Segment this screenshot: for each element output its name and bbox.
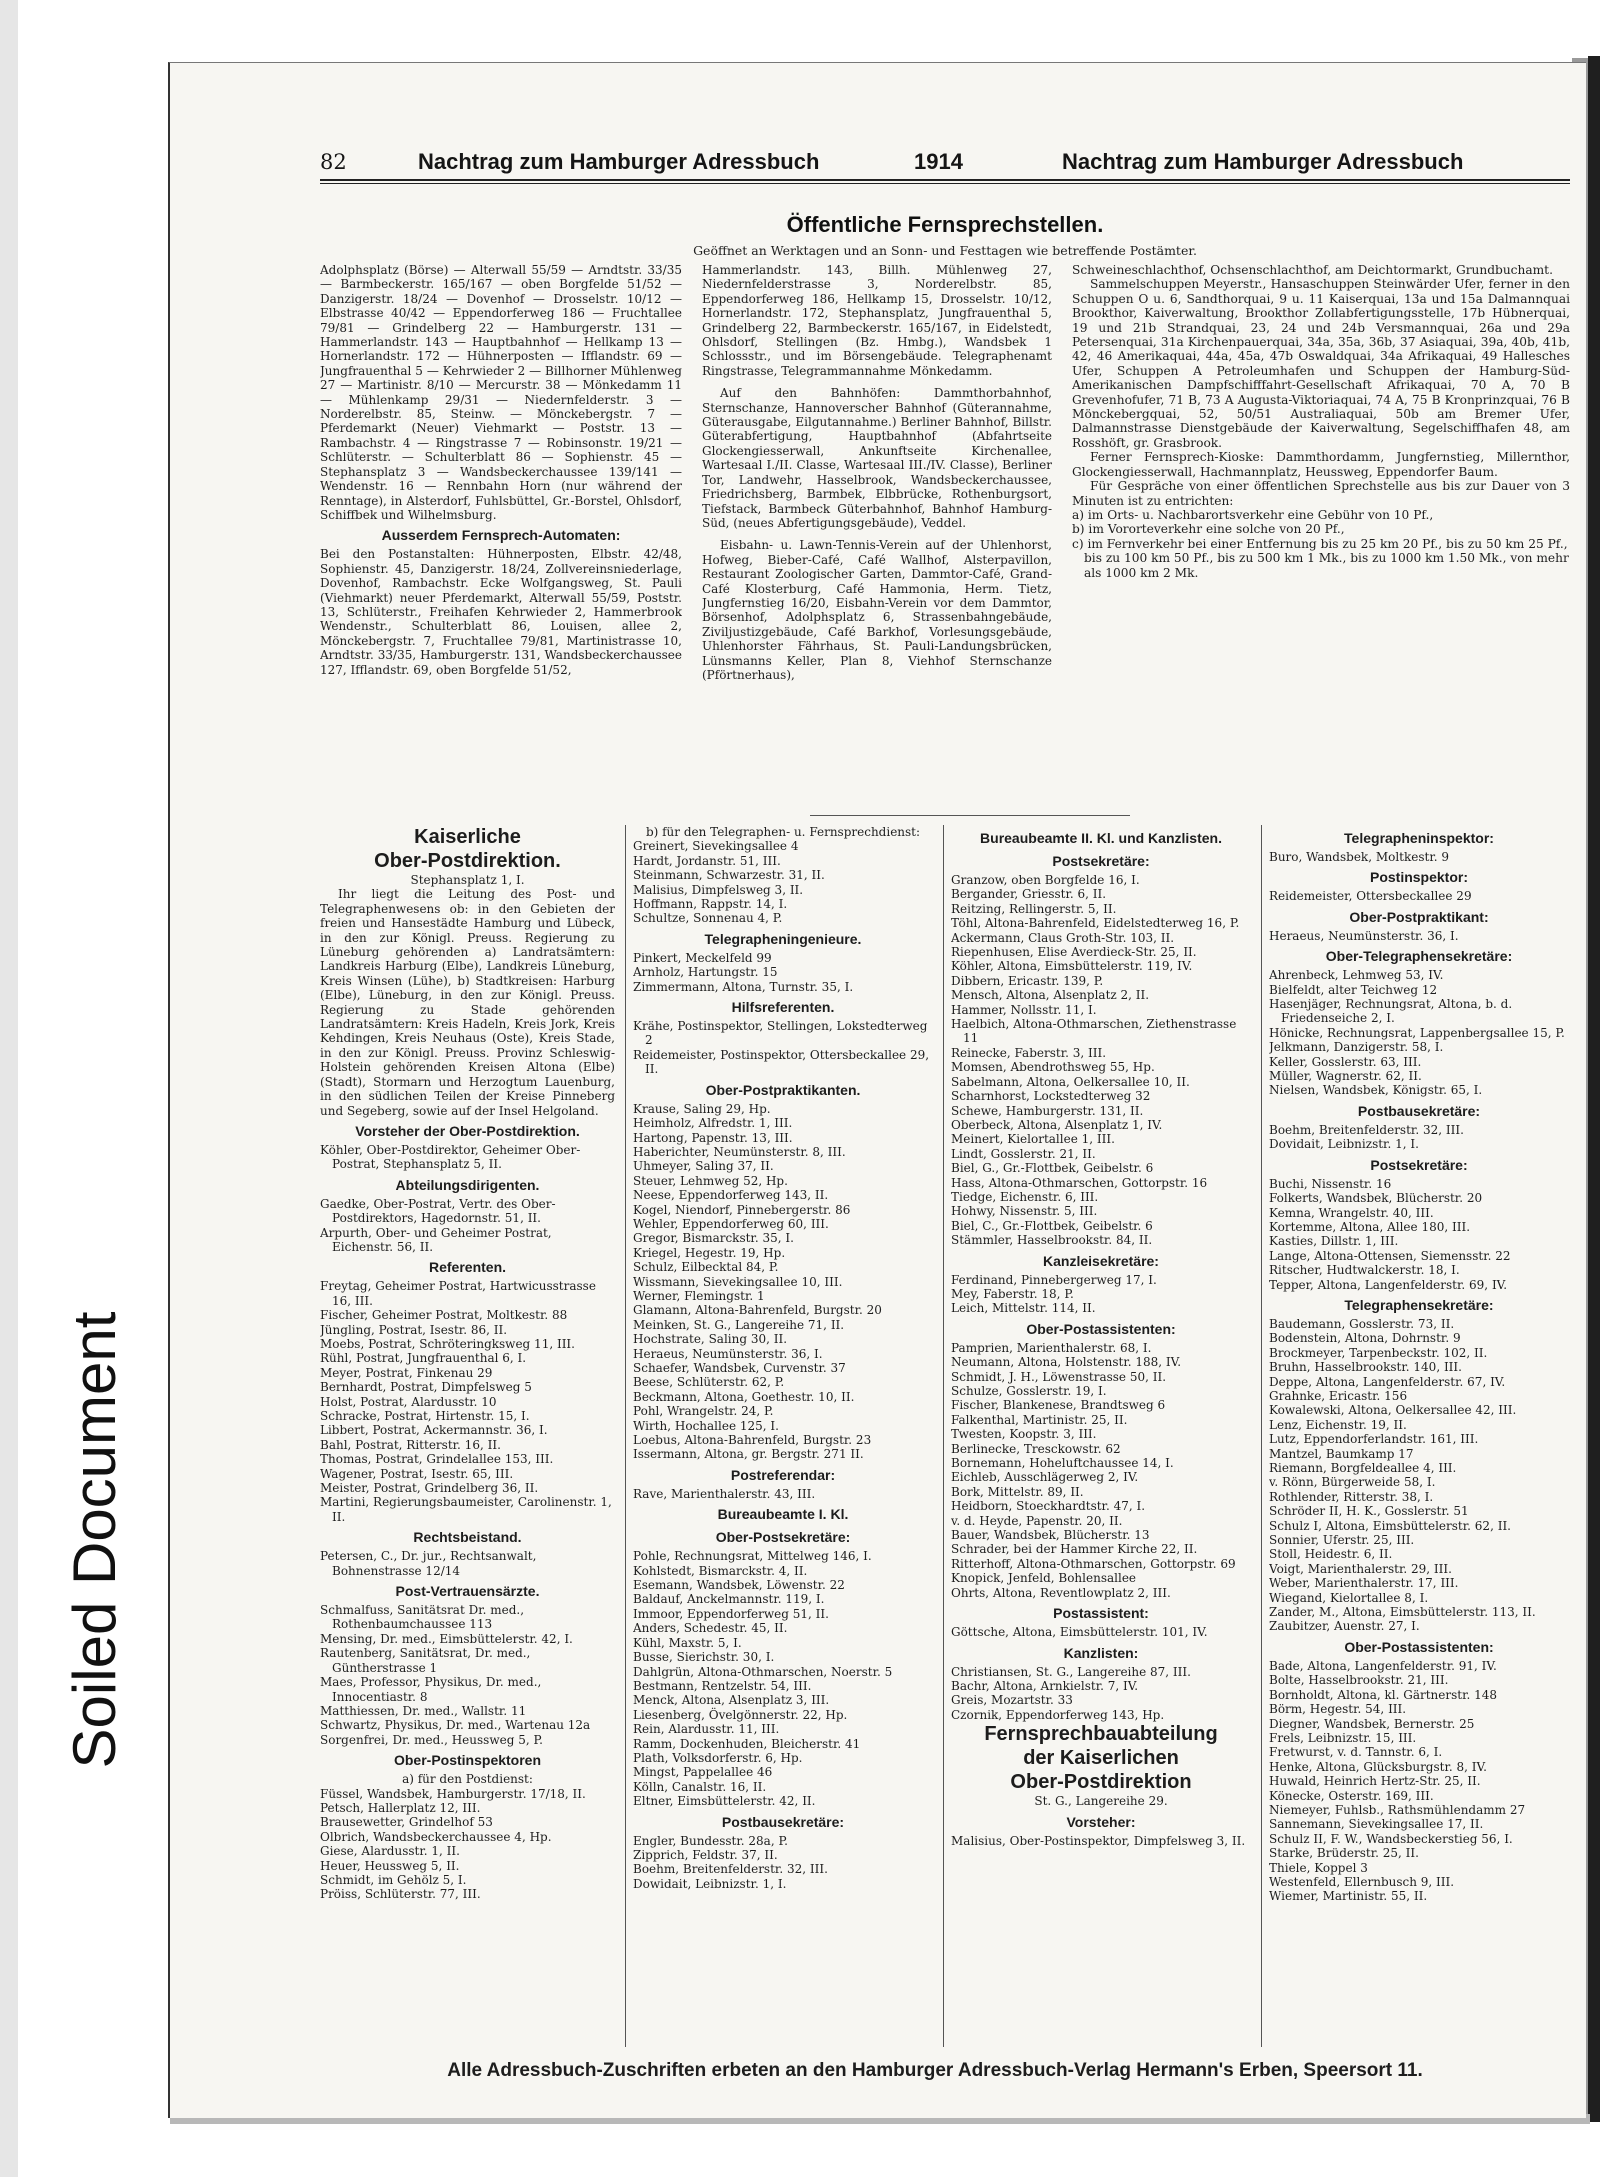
directory-entry: Tiedge, Eichenstr. 6, III. xyxy=(951,1189,1099,1204)
directory-entry: Dahlgrün, Altona-Othmarschen, Noerstr. 5 xyxy=(633,1664,893,1679)
section-title: Öffentliche Fernsprechstellen. xyxy=(786,212,1104,237)
directory-entry: Bornemann, Hoheluftchaussee 14, I. xyxy=(951,1456,1174,1471)
directory-entry: Hardt, Jordanstr. 51, III. xyxy=(633,853,781,868)
directory-entry: Steuer, Lehmweg 52, Hp. xyxy=(633,1173,788,1188)
fernsprech-list-cont: Hammerlandstr. 143, Billh. Mühlenweg 27, Niedernfelderstrasse 3, Norderelbstr. 85, Eppendorferweg 186, Hellkamp 15, Drosselstr. 10/12, Hornerlandstr. 172, Stephansplatz, Jungfrauenthal 5, Grindelberg 22, Barmbeckerstr. 165/167, in Eidelstedt, Ohlsdorf, Stellingen (Bz. Hmbg.), Wandsbek 1 Schlossstr., und im Börsengebäude. Telegraphenamt Ringstrasse, Telegrammannahme Mönkedamm. xyxy=(702,263,1052,378)
directory-entry: Menck, Altona, Alsenplatz 3, III. xyxy=(633,1693,830,1708)
directory-entry: Bachr, Altona, Arnkielstr. 7, IV. xyxy=(951,1678,1139,1693)
directory-entry: Malisius, Ober-Postinspektor, Dimpfelsweg 3, II. xyxy=(951,1833,1246,1848)
directory-entry: Plath, Volksdorferstr. 6, Hp. xyxy=(633,1750,803,1765)
directory-entry: Hohwy, Nissenstr. 5, III. xyxy=(951,1204,1098,1219)
directory-entry: Kriegel, Hegestr. 19, Hp. xyxy=(633,1245,786,1260)
directory-entry: Schulze, Gosslerstr. 19, I. xyxy=(951,1384,1107,1398)
directory-entry: Reitzing, Rellingerstr. 5, II. xyxy=(951,901,1117,916)
directory-entry: Biel, C., Gr.-Flottbek, Geibelstr. 6 xyxy=(951,1218,1153,1233)
fee-item: b) im Vororteverkehr eine solche von 20 Pf., xyxy=(1072,522,1345,537)
directory-entry: Henke, Altona, Glücksburgstr. 8, IV. xyxy=(1269,1759,1487,1774)
directory-entry: Füssel, Wandsbek, Hamburgerstr. 17/18, II. xyxy=(320,1786,586,1801)
directory-entry: Hönicke, Rechnungsrat, Lappenbergsallee 15, P. xyxy=(1269,1025,1565,1040)
directory-entry: Mensing, Dr. med., Eimsbüttelerstr. 42, I. xyxy=(320,1631,573,1646)
schuppen-text: Sammelschuppen Meyerstr., Hansaschuppen Steinwärder Ufer, ferner in den Schuppen O u. 6, Sandthorquai, 9 u. 11 Kaiserquai, 13a und 15a Dalmannquai Brookthor, Kaiverwaltung, Brookthor Zollabfertigungsstelle, 17b Hübnerquai, 19 und 21b Strandquai, 23, 24 und 24b Versmannquai, 26a und 29a Petersenquai, 31a Kirchenpauerquai, 34a, 35a, 36b, 37 Asiaquai, 39a, 40b, 41b, 42, 46 Amerikaquai, 44a, 45a, 47b Oswaldquai, 34a Afrikaquai, 49 Hallesches Ufer, Schuppen A Petroleumhafen und Schuppen der Hamburg-Süd-Amerikanischen Dampfschifffahrt-Gesellschaft Afrikaquai, 70 A, 70 B Grevenhofufer, 71 B, 73 A Augusta-Viktoriaquai, 74 A, 75 B Kronprinzquai, 76 B Mönckebergquai, 52, 50/51 Australiaquai, 50b am Bremer Ufer, Dalmannstrasse Dienstgebäude der Kaiverwaltung, Segelschiffhafen 48, am Rosshöft, gr. Grasbrook. xyxy=(1072,277,1570,450)
directory-entry: Rühl, Postrat, Jungfrauenthal 6, I. xyxy=(320,1351,527,1366)
running-title-left: Nachtrag zum Hamburger Adressbuch xyxy=(418,149,820,174)
directory-entry: Granzow, oben Borgfelde 16, I. xyxy=(951,873,1140,887)
directory-entry: Immoor, Eppendorferweg 51, II. xyxy=(633,1606,829,1621)
soiled-document-label: Soiled Document xyxy=(61,1311,128,1769)
section-heading: Post-Vertrauensärzte. xyxy=(395,1583,540,1600)
directory-entry: Wehler, Eppendorferweg 60, III. xyxy=(633,1216,829,1231)
directory-entry: Bade, Altona, Langenfelderstr. 91, IV. xyxy=(1269,1658,1497,1673)
directory-entry: Issermann, Altona, gr. Bergstr. 271 II. xyxy=(633,1447,864,1462)
directory-entry: Beckmann, Altona, Goethestr. 10, II. xyxy=(633,1389,855,1404)
centered-line: St. G., Langereihe 29. xyxy=(1034,1794,1168,1809)
directory-entry: Mingst, Pappelallee 46 xyxy=(633,1765,773,1780)
directory-entry: Eltner, Eimsbüttelerstr. 42, II. xyxy=(633,1794,816,1809)
directory-entry: Martini, Regierungsbaumeister, Carolinenstr. 1, II. xyxy=(320,1495,612,1524)
directory-entry: Huwald, Heinrich Hertz-Str. 25, II. xyxy=(1269,1774,1481,1789)
directory-entry: Olbrich, Wandsbeckerchaussee 4, Hp. xyxy=(320,1829,552,1844)
directory-entry: Börm, Hegestr. 54, III. xyxy=(1269,1702,1407,1717)
directory-entry: Dovidait, Leibnizstr. 1, I. xyxy=(1269,1137,1419,1152)
directory-entry: Hoffmann, Rappstr. 14, I. xyxy=(633,897,788,912)
directory-entry: Petsch, Hallerplatz 12, III. xyxy=(320,1800,481,1815)
directory-entry: Petersen, C., Dr. jur., Rechtsanwalt, Bohnenstrasse 12/14 xyxy=(320,1549,537,1578)
section-heading: Referenten. xyxy=(428,1259,507,1276)
directory-entry: Ackermann, Claus Groth-Str. 103, II. xyxy=(951,930,1175,945)
page-edge-dark xyxy=(1588,56,1600,2122)
section-heading: Postassistent: xyxy=(1053,1605,1149,1622)
directory-entry: Schwartz, Physikus, Dr. med., Wartenau 12a xyxy=(320,1718,591,1733)
directory-entry: Pohle, Rechnungsrat, Mittelweg 146, I. xyxy=(633,1549,872,1564)
gebuehren-list xyxy=(1072,508,1570,580)
directory-entry: Ritscher, Hudtwalckerstr. 18, I. xyxy=(1269,1263,1460,1278)
directory-entry: Fischer, Blankenese, Brandtsweg 6 xyxy=(951,1398,1166,1413)
directory-entry: Giese, Alardusstr. 1, II. xyxy=(320,1844,460,1859)
section-heading: Postsekretäre: xyxy=(1052,853,1150,869)
directory-entry: Pröiss, Schlüterstr. 77, III. xyxy=(320,1887,481,1902)
directory-entry: Krause, Saling 29, Hp. xyxy=(633,1101,771,1116)
section-heading: Vorsteher der Ober-Postdirektion. xyxy=(355,1122,580,1139)
directory-entry: Kühl, Maxstr. 5, I. xyxy=(633,1635,742,1650)
directory-entry: Hochstrate, Saling 30, II. xyxy=(633,1332,788,1347)
directory-entry: Mantzel, Baumkamp 17 xyxy=(1269,1446,1414,1461)
directory-entry: Bruhn, Hasselbrookstr. 140, III. xyxy=(1269,1360,1462,1375)
directory-entry: Kasties, Dillstr. 1, III. xyxy=(1269,1234,1399,1249)
directory-entry: Jelkmann, Danzigerstr. 58, I. xyxy=(1269,1040,1444,1055)
directory-entry: Bodenstein, Altona, Dohrnstr. 9 xyxy=(1269,1331,1461,1346)
directory-entry: Ferdinand, Pinnebergerweg 17, I. xyxy=(951,1272,1157,1287)
running-year: 1914 xyxy=(914,149,963,174)
section-heading: Postbausekretäre: xyxy=(1357,1102,1481,1119)
directory-entry: Heuer, Heussweg 5, II. xyxy=(320,1858,460,1873)
section-heading: Abteilungsdirigenten. xyxy=(395,1176,540,1193)
directory-entry: Wirth, Hochallee 125, I. xyxy=(633,1418,779,1433)
directory-entry: Anders, Schedestr. 45, II. xyxy=(633,1621,788,1636)
running-title-right: Nachtrag zum Hamburger Adressbuch xyxy=(1062,149,1464,174)
directory-entry: Frels, Leibnizstr. 15, III. xyxy=(1269,1730,1417,1745)
directory-entry: Köhler, Ober-Postdirektor, Geheimer Ober-Postrat, Stephansplatz 5, II. xyxy=(320,1142,581,1172)
directory-entry: Bergander, Griesstr. 6, II. xyxy=(951,887,1107,902)
column-rule xyxy=(1261,825,1262,2047)
directory-entry: Krähe, Postinspektor, Stellingen, Lokstedterweg 2 xyxy=(633,1019,928,1048)
directory-entry: Schrader, bei der Hammer Kirche 22, II. xyxy=(951,1542,1198,1557)
directory-entry: Brockmeyer, Tarpenbeckstr. 102, II. xyxy=(1269,1345,1488,1360)
directory-entry: Wissmann, Sievekingsallee 10, III. xyxy=(633,1274,843,1289)
directory-entry: Pamprien, Marienthalerstr. 68, I. xyxy=(951,1340,1152,1355)
directory-entry: Holst, Postrat, Alardusstr. 10 xyxy=(320,1394,497,1409)
bottom-column-4 xyxy=(1269,825,1569,2053)
directory-entry: Lindt, Gosslerstr. 21, II. xyxy=(951,1146,1096,1161)
office-title: Ober-Postdirektion. xyxy=(374,850,561,872)
directory-entry: Haberichter, Neumünsterstr. 8, III. xyxy=(633,1144,846,1159)
section-heading: Ober-Postinspektoren xyxy=(393,1752,542,1769)
directory-entry: Jüngling, Postrat, Isestr. 86, II. xyxy=(320,1322,508,1337)
directory-entry: Boehm, Breitenfelderstr. 32, III. xyxy=(633,1862,828,1877)
directory-entry: Moebs, Postrat, Schröteringksweg 11, III. xyxy=(320,1336,575,1351)
directory-entry: Hass, Altona-Othmarschen, Gottorpstr. 16 xyxy=(951,1175,1208,1190)
centered-line: b) für den Telegraphen- u. Fernsprechdienst: xyxy=(645,825,921,839)
fernsprech-list: Adolphsplatz (Börse) — Alterwall 55/59 — Arndtstr. 33/35 — Barmbeckerstr. 165/167 — oben Borgfelde 51/52 — Danzigerstr. 18/24 — Dovenhof — Drosselstr. 10/12 — Elbstrasse 40/42 — Eppendorferweg 186 — Fruchtallee 79/81 — Grindelberg 22 — Hamburgerstr. 131 — Hammerlandstr. 143 — Hauptbahnhof — Hellkamp 13 — Hornerlandstr. 172 — Hühnerposten — Ifflandstr. 69 — Jungfrauenthal 5 — Kehrwieder 2 — Billhorner Mühlenweg 27 — Martinistr. 8/10 — Mercurstr. 38 — Mönkedamm 11 — Mühlenkamp 29/31 — Niedernfelderstr. 3 — Norderelbstr. 85, Steinw. — Mönckebergstr. 7 — Pferdemarkt (Neuer) Viehmarkt — Poststr. 13 — Rambachstr. 4 — Ringstrasse 7 — Robinsonstr. 19/21 — Schlüterstr. — Schulterblatt 86 — Sophienstr. 45 — Stephansplatz 3 — Wandsbeckerchaussee 139/141 — Wendenstr. 16 — Rennbahn Horn (nur während der Renntage), in Alsterdorf, Fuhlsbüttel, Gr.-Borstel, Ohlsdorf, Schiffbek und Wilhelmsburg. xyxy=(320,263,682,522)
directory-entry: Schmidt, im Gehölz 5, I. xyxy=(320,1872,467,1887)
directory-entry: Thiele, Koppel 3 xyxy=(1269,1860,1368,1875)
directory-entry: Müller, Wagnerstr. 62, II. xyxy=(1269,1069,1422,1084)
section-subtitle: Geöffnet an Werktagen und an Sonn- und Festtagen wie betreffende Postämter. xyxy=(693,243,1197,258)
directory-entry: Wiemer, Martinistr. 55, II. xyxy=(1269,1889,1428,1904)
directory-entry: Thomas, Postrat, Grindelallee 153, III. xyxy=(320,1452,554,1467)
gebuehren-intro: Für Gespräche von einer öffentlichen Sprechstelle aus bis zur Dauer von 3 Minuten ist zu entrichten: xyxy=(1072,479,1570,508)
directory-entry: Sonnier, Uferstr. 25, III. xyxy=(1269,1533,1415,1548)
section-heading: Postinspektor: xyxy=(1369,869,1468,886)
directory-entry: Bolte, Hasselbrookstr. 21, III. xyxy=(1269,1673,1449,1688)
directory-entry: Westenfeld, Ellernbusch 9, III. xyxy=(1269,1874,1455,1889)
directory-entry: Starke, Brüderstr. 25, II. xyxy=(1269,1846,1419,1861)
directory-entry: Biel, G., Gr.-Flottbek, Geibelstr. 6 xyxy=(951,1161,1154,1176)
directory-entry: Ahrenbeck, Lehmweg 53, IV. xyxy=(1269,968,1444,983)
section-heading: Ober-Postpraktikant: xyxy=(1349,908,1489,925)
directory-entry: Bahl, Postrat, Ritterstr. 16, II. xyxy=(320,1437,501,1452)
fee-item: c) im Fernverkehr bei einer Entfernung bis zu 25 km 20 Pf., bis zu 50 km 25 Pf., bis zu 100 km 50 Pf., bis zu 500 km 1 Mk., bis zu 1000 km 1.50 Mk., von mehr als 1000 km 2 Mk. xyxy=(1072,536,1569,580)
directory-entry: Esemann, Wandsbek, Löwenstr. 22 xyxy=(633,1578,845,1593)
directory-entry: Libbert, Postrat, Ackermannstr. 36, I. xyxy=(320,1423,548,1438)
section-heading: Ober-Postpraktikanten. xyxy=(705,1081,861,1098)
directory-entry: Glamann, Altona-Bahrenfeld, Burgstr. 20 xyxy=(633,1303,882,1318)
paragraph: Ihr liegt die Leitung des Post- und Telegraphenwesens ob: in den Gebieten der freien und Hansestädte Hamburg und Lübeck, in den zur Königl. Preuss. Regierung zu Lüneburg gehörenden a) Landratsämtern: Landkreis Harburg (Elbe), Landkreis Lüneburg, Kreis Winsen (Lühe), b) Stadtkreisen: Harburg (Elbe), Lüneburg, in den zur Königl. Preuss. Regierung zu Stade gehörenden Landratsämtern: Kreis Hadeln, Kreis Jork, Kreis Kehdingen, Kreis Neuhaus (Oste), Kreis Stade, in den zur Königl. Preuss. Provinz Schleswig-Holstein gehörenden Kreisen Altona (Elbe) (Stadt), Stormarn und Herzogtum Lauenburg, in den südlichen Teilen der Kreise Pinneberg und Segeberg, sowie auf der Insel Helgoland. xyxy=(320,887,615,1118)
directory-entry: Schewe, Hamburgerstr. 131, II. xyxy=(951,1103,1144,1118)
directory-entry: Meinken, St. G., Langereihe 71, II. xyxy=(633,1317,845,1332)
directory-entry: Haelbich, Altona-Othmarschen, Ziethenstrasse 11 xyxy=(951,1017,1237,1046)
footer-notice: Alle Adressbuch-Zuschriften erbeten an den Hamburger Adressbuch-Verlag Hermann's Erben, Speersort 11. xyxy=(447,2060,1423,2081)
office-title: Ober-Postdirektion xyxy=(1010,1771,1192,1794)
office-title: Fernsprechbauabteilung xyxy=(984,1723,1218,1746)
directory-entry: Ohrts, Altona, Reventlowplatz 2, III. xyxy=(951,1585,1171,1600)
directory-entry: Deppe, Altona, Langenfelderstr. 67, IV. xyxy=(1269,1374,1506,1389)
directory-entry: Rave, Marienthalerstr. 43, III. xyxy=(633,1486,816,1501)
directory-entry: Brausewetter, Grindelhof 53 xyxy=(320,1815,493,1830)
bottom-column-2 xyxy=(633,825,933,2053)
directory-entry: Bernhardt, Postrat, Dimpfelsweg 5 xyxy=(320,1380,532,1395)
directory-entry: Greis, Mozartstr. 33 xyxy=(951,1693,1073,1708)
section-heading: Telegraphensekretäre: xyxy=(1344,1296,1494,1313)
directory-entry: Arnholz, Hartungstr. 15 xyxy=(633,965,778,980)
directory-entry: Freytag, Geheimer Postrat, Hartwicusstrasse 16, III. xyxy=(320,1279,596,1308)
directory-entry: Heidborn, Stoeckhardtstr. 47, I. xyxy=(951,1499,1146,1514)
directory-entry: Baldauf, Anckelmannstr. 119, I. xyxy=(633,1592,825,1607)
directory-entry: Pinkert, Meckelfeld 99 xyxy=(633,950,772,965)
page-number: 82 xyxy=(320,150,347,174)
directory-entry: Falkenthal, Martinistr. 25, II. xyxy=(951,1412,1128,1427)
directory-entry: Czornik, Eppendorferweg 143, Hp. xyxy=(951,1707,1165,1722)
directory-entry: Arpurth, Ober- und Geheimer Postrat, Eichenstr. 56, II. xyxy=(320,1225,552,1254)
directory-entry: Boehm, Breitenfelderstr. 32, III. xyxy=(1269,1122,1464,1137)
directory-entry: Heraeus, Neumünsterstr. 36, I. xyxy=(1269,928,1459,943)
section-heading: Postreferendar: xyxy=(730,1466,836,1483)
directory-entry: Köhler, Altona, Eimsbüttelerstr. 119, IV. xyxy=(951,959,1193,974)
directory-entry: Busse, Sierichstr. 30, I. xyxy=(633,1650,775,1665)
bahnhoefe-text: Auf den Bahnhöfen: Dammthorbahnhof, Sternschanze, Hannoverscher Bahnhof (Güterannahme, Güterausgabe, Eilgutannahme.) Berliner Bahnhof, Billstr. Güterabfertigung, Hauptbahnhof (Abfahrtseite Glockengiesserwall, Ankunftseite Kirchenallee, Wartesaal I./II. Classe, Wartesaal III./IV. Classe), Berliner Tor, Landwehr, Hasselbrook, Wandsbeckerchaussee, Friedrichsberg, Barmbek, Elbbrücke, Rothenburgsort, Tiefstack, Barmbeck Güterbahnhof, Bahnhof Hamburg-Süd, (neues Abfertigungsgebäude), Veddel. xyxy=(702,386,1052,530)
directory-entry: Neumann, Altona, Holstenstr. 188, IV. xyxy=(951,1355,1182,1370)
section-heading: Rechtsbeistand. xyxy=(413,1529,522,1546)
directory-entry: Reidemeister, Ottersbeckallee 29 xyxy=(1269,889,1472,904)
directory-entry: Schracke, Postrat, Hirtenstr. 15, I. xyxy=(320,1409,530,1423)
directory-entry: v. Rönn, Bürgerweide 58, I. xyxy=(1269,1475,1436,1490)
directory-entry: Malisius, Dimpfelsweg 3, II. xyxy=(633,882,804,897)
directory-entry: Schulz I, Altona, Eimsbüttelerstr. 62, II. xyxy=(1269,1518,1511,1533)
directory-entry: Tepper, Altona, Langenfelderstr. 69, IV. xyxy=(1269,1277,1508,1292)
directory-entry: Schmalfuss, Sanitätsrat Dr. med., Rothenbaumchaussee 113 xyxy=(320,1603,525,1632)
directory-entry: Zipprich, Feldstr. 37, II. xyxy=(633,1847,778,1862)
directory-entry: Grahnke, Ericastr. 156 xyxy=(1269,1388,1408,1403)
directory-entry: Meister, Postrat, Grindelberg 36, II. xyxy=(320,1481,539,1496)
directory-entry: Riemann, Borgfeldeallee 4, III. xyxy=(1269,1461,1457,1475)
directory-entry: Schröder II, H. K., Gosslerstr. 51 xyxy=(1269,1504,1469,1519)
section-heading: Telegrapheningenieure. xyxy=(704,930,862,947)
section-heading: Postsekretäre: xyxy=(1370,1156,1468,1173)
directory-entry: v. d. Heyde, Papenstr. 20, II. xyxy=(951,1513,1123,1528)
directory-entry: Niemeyer, Fuhlsb., Rathsmühlendamm 27 xyxy=(1269,1802,1526,1817)
directory-entry: Maes, Professor, Physikus, Dr. med., Innocentiastr. 8 xyxy=(320,1675,542,1704)
directory-entry: Meyer, Postrat, Finkenau 29 xyxy=(320,1365,493,1380)
directory-entry: Schaefer, Wandsbek, Curvenstr. 37 xyxy=(633,1361,846,1375)
directory-entry: Keller, Gosslerstr. 63, III. xyxy=(1269,1054,1422,1069)
directory-entry: Rothlender, Ritterstr. 38, I. xyxy=(1269,1489,1434,1504)
directory-entry: Ramm, Dockenhuden, Bleicherstr. 41 xyxy=(633,1736,861,1751)
section-heading: Ober-Postsekretäre: xyxy=(715,1529,851,1546)
directory-entry: Hammer, Nollsstr. 11, I. xyxy=(951,1002,1097,1017)
directory-entry: Kemna, Wrangelstr. 40, III. xyxy=(1269,1205,1434,1220)
directory-entry: Schulz, Eilbecktal 84, P. xyxy=(633,1260,779,1275)
section-heading: Ober-Postassistenten: xyxy=(1026,1320,1176,1337)
directory-entry: Voigt, Marienthalerstr. 29, III. xyxy=(1269,1561,1452,1576)
directory-entry: Knopick, Jenfeld, Bohlensallee xyxy=(951,1571,1137,1586)
directory-entry: Twesten, Koopstr. 3, III. xyxy=(951,1427,1097,1442)
top-column-2 xyxy=(702,263,1052,793)
directory-entry: Wiegand, Kielortallee 8, I. xyxy=(1269,1590,1429,1605)
directory-entry: Töhl, Altona-Bahrenfeld, Eidelstedterweg 16, P. xyxy=(951,916,1240,931)
directory-entry: Werner, Flemingstr. 1 xyxy=(633,1288,765,1303)
directory-entry: Rautenberg, Sanitätsrat, Dr. med., Güntherstrasse 1 xyxy=(320,1646,531,1675)
directory-entry: Buro, Wandsbek, Moltkestr. 9 xyxy=(1269,850,1450,864)
section-heading: Postbausekretäre: xyxy=(721,1813,845,1830)
directory-entry: Kölln, Canalstr. 16, II. xyxy=(633,1779,767,1794)
directory-entry: Pohl, Wrangelstr. 24, P. xyxy=(633,1404,774,1419)
header-rule-thin xyxy=(320,183,1570,184)
directory-entry: Beese, Schlüterstr. 62, P. xyxy=(633,1375,785,1390)
top-column-3 xyxy=(1072,263,1570,793)
directory-entry: Christiansen, St. G., Langereihe 87, III. xyxy=(951,1664,1191,1679)
directory-entry: Könecke, Osterstr. 169, III. xyxy=(1269,1788,1434,1803)
section-heading: Vorsteher: xyxy=(1066,1813,1136,1830)
automaten-heading: Ausserdem Fernsprech-Automaten: xyxy=(381,527,621,544)
section-heading: Kanzleisekretäre: xyxy=(1043,1252,1159,1269)
directory-entry: Engler, Bundesstr. 28a, P. xyxy=(633,1833,788,1848)
directory-entry: Lutz, Eppendorferlandstr. 161, III. xyxy=(1269,1432,1479,1447)
directory-entry: Dowidait, Leibnizstr. 1, I. xyxy=(633,1876,787,1891)
centered-line: a) für den Postdienst: xyxy=(402,1772,533,1787)
directory-entry: Liesenberg, Övelgönnerstr. 22, Hp. xyxy=(633,1707,848,1722)
directory-entry: Kogel, Niendorf, Pinnebergerstr. 86 xyxy=(633,1202,851,1217)
directory-entry: Meinert, Kielortallee 1, III. xyxy=(951,1132,1115,1147)
directory-entry: Göttsche, Altona, Eimsbüttelerstr. 101, IV. xyxy=(951,1625,1208,1640)
directory-entry: Buchi, Nissenstr. 16 xyxy=(1269,1176,1392,1191)
header-rule xyxy=(320,179,1570,181)
directory-entry: Berlinecke, Tresckowstr. 62 xyxy=(951,1441,1121,1456)
office-title: Kaiserliche xyxy=(414,826,521,848)
directory-entry: Steinmann, Schwarzestr. 31, II. xyxy=(633,868,825,883)
directory-entry: Stämmler, Hasselbrookstr. 84, II. xyxy=(951,1233,1153,1248)
directory-entry: Kohlstedt, Bismarckstr. 4, II. xyxy=(633,1563,808,1578)
directory-entry: Lange, Altona-Ottensen, Siemensstr. 22 xyxy=(1269,1248,1511,1263)
section-heading: Bureaubeamte II. Kl. und Kanzlisten. xyxy=(980,830,1222,846)
directory-entry: Zimmermann, Altona, Turnstr. 35, I. xyxy=(633,979,854,994)
directory-entry: Riepenhusen, Elise Averdieck-Str. 25, II. xyxy=(951,945,1197,960)
kioske-text: Ferner Fernsprech-Kioske: Dammthordamm, Jungfernstieg, Millernthor, Glockengiesserwall, Hachmannplatz, Heussweg, Eppendorfer Baum. xyxy=(1072,450,1570,479)
restaurants-text: Eisbahn- u. Lawn-Tennis-Verein auf der Uhlenhorst, Hofweg, Bieber-Café, Café Wallhof, Alsterpavillon, Restaurant Zoologischer Garten, Dammtor-Café, Grand-Café Klosterburg, Café Hammonia, Herm. Tietz, Jungfernstieg 16/20, Eisbahn-Verein vor dem Dammtor, Börsenhof, Adolphsplatz 6, Strassenbahngebäude, Ziviljustizgebäude, Café Barkhof, Vorlesungsgebäude, Uhlenhorster Fährhaus, St. Pauli-Landungsbrücken, Lünsmanns Keller, Plan 8, Viehhof Sternschanze (Pförtnerhaus), xyxy=(702,538,1052,682)
directory-entry: Reinecke, Faberstr. 3, III. xyxy=(951,1045,1107,1060)
directory-entry: Bauer, Wandsbek, Blücherstr. 13 xyxy=(951,1528,1150,1543)
directory-entry: Gregor, Bismarckstr. 35, I. xyxy=(633,1231,794,1246)
centered-line: Stephansplatz 1, I. xyxy=(410,873,525,887)
directory-entry: Schmidt, J. H., Löwenstrasse 50, II. xyxy=(951,1369,1167,1384)
section-heading: Bureaubeamte I. Kl. xyxy=(717,1506,849,1523)
document-page xyxy=(168,62,1586,2118)
section-heading: Ober-Telegraphensekretäre: xyxy=(1325,948,1513,965)
directory-entry: Oberbeck, Altona, Alsenplatz 1, IV. xyxy=(951,1117,1163,1132)
directory-entry: Mey, Faberstr. 18, P. xyxy=(951,1286,1074,1301)
directory-entry: Bornholdt, Altona, kl. Gärtnerstr. 148 xyxy=(1269,1687,1498,1702)
directory-entry: Scharnhorst, Lockstedterweg 32 xyxy=(951,1089,1151,1104)
section-heading: Telegrapheninspektor: xyxy=(1344,830,1494,846)
directory-entry: Sabelmann, Altona, Oelkersallee 10, II. xyxy=(951,1074,1190,1089)
directory-entry: Sannemann, Sievekingsallee 17, II. xyxy=(1269,1817,1484,1832)
directory-entry: Momsen, Abendrothsweg 55, Hp. xyxy=(951,1060,1155,1075)
section-heading: Hilfsreferenten. xyxy=(731,999,835,1016)
directory-entry: Fischer, Geheimer Postrat, Moltkestr. 88 xyxy=(320,1308,568,1323)
directory-entry: Ritterhoff, Altona-Othmarschen, Gottorpstr. 69 xyxy=(951,1556,1236,1571)
directory-entry: Sorgenfrei, Dr. med., Heussweg 5, P. xyxy=(320,1732,543,1747)
directory-entry: Schultze, Sonnenau 4, P. xyxy=(633,911,783,926)
directory-entry: Loebus, Altona-Bahrenfeld, Burgstr. 23 xyxy=(633,1433,872,1448)
directory-entry: Weber, Marienthalerstr. 17, III. xyxy=(1269,1576,1459,1591)
directory-entry: Wagener, Postrat, Isestr. 65, III. xyxy=(320,1466,514,1481)
directory-entry: Bork, Mittelstr. 89, II. xyxy=(951,1484,1084,1499)
directory-entry: Neese, Eppendorferweg 143, II. xyxy=(633,1188,829,1203)
directory-entry: Greinert, Sievekingsallee 4 xyxy=(633,839,799,854)
automaten-text: Bei den Postanstalten: Hühnerposten, Elbstr. 42/48, Sophienstr. 45, Danzigerstr. 18/24, Zollvereinsniederlage, Dovenhof, Rambachstr. Ecke Wolfgangsweg, St. Pauli (Viehmarkt) neuer Pferdemarkt, Alterwall 55/59, Poststr. 13, Schlüterstr., Freihafen Kehrwieder 2, Hammerbrook Wendenstr., Schulterblatt 86, Louisen, allee 2, Mönckebergstr. 7, Fruchtallee 79/81, Martinistrasse 10, Arndtstr. 33/35, Hamburgerstr. 131, Wandsbeckerchaussee 127, Ifflandstr. 69, oben Borgfelde 51/52, xyxy=(320,547,682,677)
section-heading: Ober-Postassistenten: xyxy=(1344,1638,1494,1655)
directory-entry: Baudemann, Gosslerstr. 73, II. xyxy=(1269,1316,1455,1331)
top-column-1 xyxy=(320,263,682,793)
directory-entry: Zander, M., Altona, Eimsbüttelerstr. 113, II. xyxy=(1269,1605,1536,1620)
directory-entry: Diegner, Wandsbek, Bernerstr. 25 xyxy=(1269,1716,1475,1731)
column-rule xyxy=(943,825,944,2047)
directory-entry: Reidemeister, Postinspektor, Ottersbeckallee 29, II. xyxy=(633,1047,930,1077)
section-heading: Kanzlisten: xyxy=(1063,1644,1139,1661)
directory-entry: Matthiessen, Dr. med., Wallstr. 11 xyxy=(320,1703,527,1718)
directory-entry: Zaubitzer, Auenstr. 27, I. xyxy=(1269,1619,1420,1634)
schlachthof-text: Schweineschlachthof, Ochsenschlachthof, am Deichtormarkt, Grundbuchamt. xyxy=(1072,263,1553,277)
directory-entry: Lenz, Eichenstr. 19, II. xyxy=(1269,1417,1407,1432)
directory-entry: Kowalewski, Altona, Oelkersallee 42, III. xyxy=(1269,1403,1517,1418)
directory-entry: Gaedke, Ober-Postrat, Vertr. des Ober-Postdirektors, Hagedornstr. 51, II. xyxy=(320,1196,556,1226)
directory-entry: Folkerts, Wandsbek, Blücherstr. 20 xyxy=(1269,1191,1483,1206)
section-divider xyxy=(810,815,1130,816)
directory-entry: Dibbern, Ericastr. 139, P. xyxy=(951,973,1104,988)
directory-entry: Rein, Alardusstr. 11, III. xyxy=(633,1722,780,1737)
directory-entry: Stoll, Heidestr. 6, II. xyxy=(1269,1547,1393,1562)
directory-entry: Heraeus, Neumünsterstr. 36, I. xyxy=(633,1346,823,1361)
directory-entry: Heimholz, Alfredstr. 1, III. xyxy=(633,1116,793,1131)
column-rule xyxy=(625,825,626,2047)
directory-entry: Hartong, Papenstr. 13, III. xyxy=(633,1130,793,1145)
directory-entry: Fretwurst, v. d. Tannstr. 6, I. xyxy=(1269,1745,1443,1760)
directory-entry: Bielfeldt, alter Teichweg 12 xyxy=(1269,982,1438,997)
directory-entry: Bestmann, Rentzelstr. 54, III. xyxy=(633,1678,812,1693)
directory-entry: Kortemme, Altona, Allee 180, III. xyxy=(1269,1219,1471,1234)
directory-entry: Schulz II, F. W., Wandsbeckerstieg 56, I. xyxy=(1269,1831,1513,1846)
directory-entry: Leich, Mittelstr. 114, II. xyxy=(951,1301,1096,1316)
office-title: der Kaiserlichen xyxy=(1023,1747,1179,1770)
bottom-column-3 xyxy=(951,825,1251,2053)
directory-entry: Hasenjäger, Rechnungsrat, Altona, b. d. Friedenseiche 2, I. xyxy=(1269,997,1513,1026)
directory-entry: Nielsen, Wandsbek, Königstr. 65, I. xyxy=(1269,1083,1483,1098)
directory-entry: Mensch, Altona, Alsenplatz 2, II. xyxy=(951,988,1150,1003)
fee-item: a) im Orts- u. Nachbarortsverkehr eine Gebühr von 10 Pf., xyxy=(1072,507,1434,522)
directory-entry: Eichleb, Ausschlägerweg 2, IV. xyxy=(951,1470,1139,1485)
scan-margin xyxy=(0,0,18,2177)
bottom-column-1 xyxy=(320,825,615,2053)
directory-entry: Uhmeyer, Saling 37, II. xyxy=(633,1159,774,1174)
